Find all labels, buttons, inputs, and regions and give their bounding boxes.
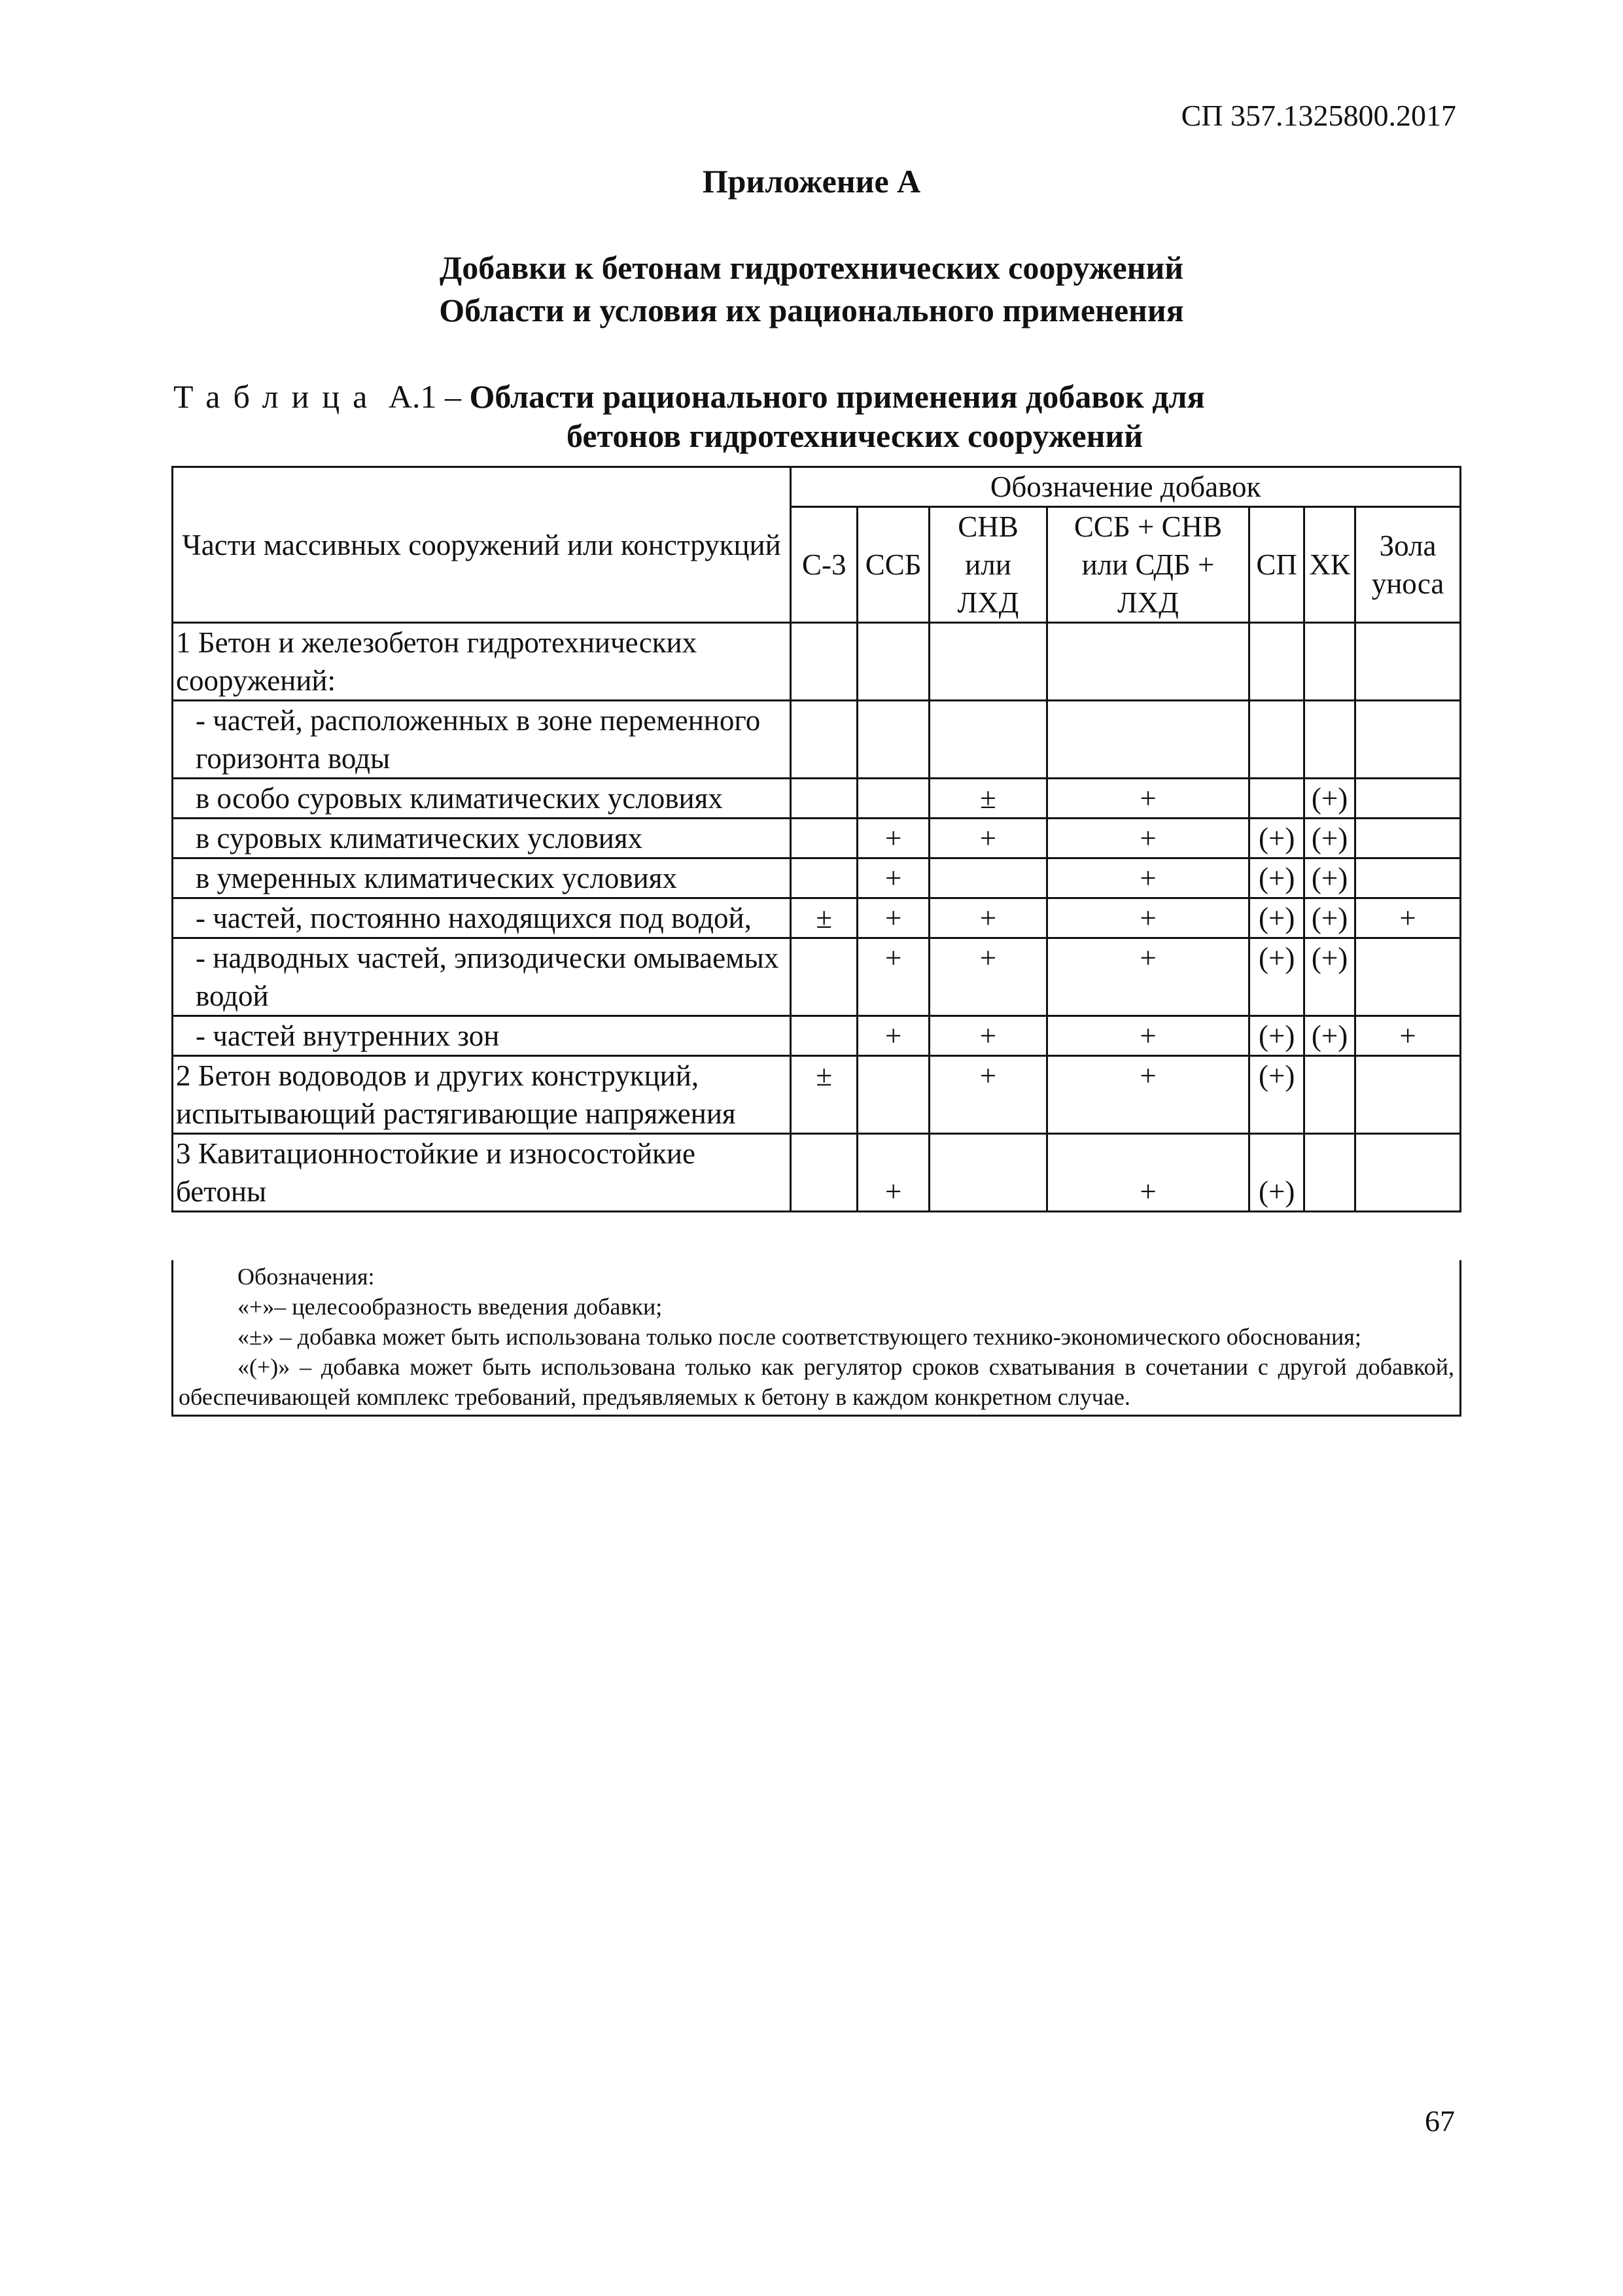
mark-cell: + [1355, 1016, 1461, 1056]
column-header: Зола уноса [1355, 507, 1461, 623]
row-part-text: - надводных частей, эпизодически омываемых водой [196, 942, 779, 1012]
table-caption-title-line-1: Области рационального применения добавок для [469, 378, 1205, 415]
mark-cell: + [858, 938, 930, 1016]
table-row [173, 779, 1461, 819]
mark-cell: + [1047, 898, 1249, 938]
row-part [173, 938, 791, 1016]
mark-cell [858, 701, 930, 779]
mark-cell: + [930, 1056, 1047, 1134]
row-part [173, 858, 791, 898]
mark-cell: + [1355, 898, 1461, 938]
table-caption [173, 376, 1462, 417]
mark-cell [791, 819, 858, 858]
header-group: Обозначение добавок [791, 467, 1461, 507]
row-part-text: - частей внутренних зон [196, 1019, 500, 1052]
column-header: С-3 [791, 507, 858, 623]
mark-cell: (+) [1249, 898, 1304, 938]
mark-cell [791, 858, 858, 898]
column-header: ССБ [858, 507, 930, 623]
mark-cell: + [858, 1016, 930, 1056]
row-part-text: - частей, расположенных в зоне переменного горизонта воды [196, 704, 761, 775]
notes-title: Обозначения: [237, 1263, 375, 1290]
mark-cell: (+) [1249, 858, 1304, 898]
column-header: ССБ + СНВ или СДБ + ЛХД [1047, 507, 1249, 623]
heading-line-1: Добавки к бетонам гидротехнических сооружений [439, 249, 1184, 286]
mark-cell: (+) [1304, 819, 1355, 858]
mark-cell [791, 1134, 858, 1212]
mark-cell: + [858, 858, 930, 898]
mark-cell: (+) [1249, 1134, 1304, 1212]
mark-cell: (+) [1304, 898, 1355, 938]
column-header: ХК [1304, 507, 1355, 623]
mark-cell: ± [791, 898, 858, 938]
mark-cell [791, 623, 858, 701]
mark-cell [1355, 938, 1461, 1016]
mark-cell [1249, 779, 1304, 819]
table-row [173, 623, 1461, 701]
row-part-text: 1 Бетон и железобетон гидротехнических сооружений: [176, 626, 697, 697]
note-item: «+»– целесообразность введения добавки; [237, 1294, 663, 1320]
note-item: «(+)» – добавка может быть использована только как регулятор сроков схватывания в сочетании с другой добавкой, обеспечивающей комплекс требований, предъявляемых к бетону в каждом конкретном случае. [179, 1354, 1454, 1410]
mark-cell: ± [791, 1056, 858, 1134]
mark-cell [1355, 1134, 1461, 1212]
mark-cell: + [1047, 1134, 1249, 1212]
notes-block [171, 1260, 1461, 1417]
mark-cell [1304, 701, 1355, 779]
mark-cell [1047, 701, 1249, 779]
mark-cell [858, 623, 930, 701]
table-caption-label: Таблица [173, 378, 381, 415]
row-part [173, 819, 791, 858]
mark-cell [1355, 819, 1461, 858]
mark-cell [930, 701, 1047, 779]
document-code: СП 357.1325800.2017 [1181, 99, 1456, 132]
mark-cell: ± [930, 779, 1047, 819]
mark-cell [1047, 623, 1249, 701]
mark-cell [1355, 701, 1461, 779]
mark-cell: + [930, 898, 1047, 938]
mark-cell: + [1047, 858, 1249, 898]
row-part [173, 1056, 791, 1134]
mark-cell: + [858, 1134, 930, 1212]
row-part [173, 1016, 791, 1056]
mark-cell [930, 858, 1047, 898]
table-row [173, 1056, 1461, 1134]
mark-cell [930, 623, 1047, 701]
row-part-text: в суровых климатических условиях [196, 822, 643, 855]
mark-cell [1355, 779, 1461, 819]
mark-cell: + [930, 1016, 1047, 1056]
mark-cell: + [930, 938, 1047, 1016]
heading-line-2: Области и условия их рационального применения [439, 292, 1184, 328]
mark-cell [1249, 701, 1304, 779]
table-row [173, 1016, 1461, 1056]
mark-cell: (+) [1249, 819, 1304, 858]
row-part [173, 898, 791, 938]
appendix-title: Приложение А [702, 163, 921, 200]
mark-cell [1355, 1056, 1461, 1134]
mark-cell [1304, 623, 1355, 701]
row-part [173, 701, 791, 779]
row-part [173, 779, 791, 819]
table-caption-number: А.1 – [388, 378, 461, 415]
mark-cell: (+) [1304, 938, 1355, 1016]
mark-cell [930, 1134, 1047, 1212]
row-part-text: 2 Бетон водоводов и других конструкций, испытывающий растягивающие напряжения [176, 1059, 736, 1130]
additives-table [171, 466, 1461, 1212]
mark-cell: + [1047, 938, 1249, 1016]
mark-cell [858, 779, 930, 819]
table-caption-title-line-2: бетонов гидротехнических сооружений [567, 417, 1143, 454]
mark-cell [858, 1056, 930, 1134]
mark-cell [1355, 623, 1461, 701]
mark-cell [791, 779, 858, 819]
mark-cell [791, 701, 858, 779]
row-part-text: в особо суровых климатических условиях [196, 782, 723, 815]
mark-cell [791, 1016, 858, 1056]
row-part [173, 1134, 791, 1212]
table-header-row-1 [173, 467, 1461, 507]
mark-cell: (+) [1304, 779, 1355, 819]
column-header: СП [1249, 507, 1304, 623]
mark-cell: (+) [1249, 1016, 1304, 1056]
mark-cell [1304, 1056, 1355, 1134]
row-part-text: - частей, постоянно находящихся под водой, [196, 902, 752, 934]
row-part [173, 623, 791, 701]
column-header: СНВ или ЛХД [930, 507, 1047, 623]
mark-cell: (+) [1304, 858, 1355, 898]
mark-cell [791, 938, 858, 1016]
table-row [173, 938, 1461, 1016]
mark-cell: + [930, 819, 1047, 858]
mark-cell: (+) [1249, 938, 1304, 1016]
mark-cell: (+) [1249, 1056, 1304, 1134]
note-item: «±» – добавка может быть использована только после соответствующего технико-экономического обоснования; [237, 1324, 1361, 1350]
table-row [173, 1134, 1461, 1212]
table-row [173, 858, 1461, 898]
row-part-text: 3 Кавитационностойкие и износостойкие бетоны [176, 1137, 695, 1208]
table-row [173, 898, 1461, 938]
page-number: 67 [1425, 2104, 1455, 2138]
mark-cell: + [1047, 779, 1249, 819]
mark-cell [1355, 858, 1461, 898]
mark-cell: + [1047, 819, 1249, 858]
row-part-text: в умеренных климатических условиях [196, 862, 677, 894]
mark-cell: + [858, 819, 930, 858]
mark-cell: + [858, 898, 930, 938]
mark-cell [1304, 1134, 1355, 1212]
mark-cell: (+) [1304, 1016, 1355, 1056]
table-row [173, 819, 1461, 858]
header-parts: Части массивных сооружений или конструкций [173, 467, 791, 623]
table-row [173, 701, 1461, 779]
mark-cell [1249, 623, 1304, 701]
mark-cell: + [1047, 1056, 1249, 1134]
mark-cell: + [1047, 1016, 1249, 1056]
